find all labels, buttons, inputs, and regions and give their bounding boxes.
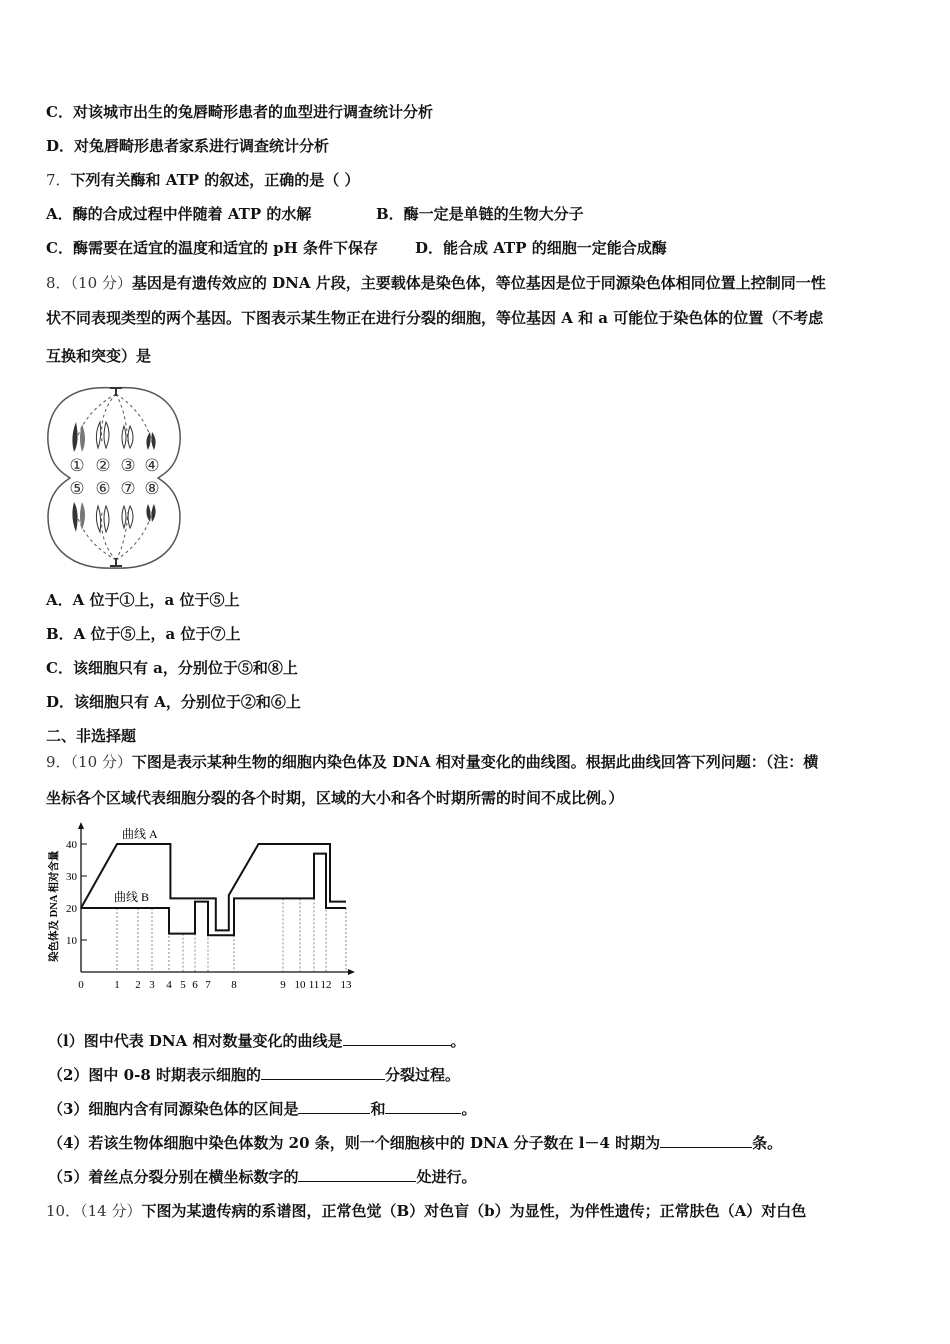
x-tick-label: 8 bbox=[231, 979, 237, 991]
chromosome-label: ② bbox=[95, 456, 111, 475]
x-tick-label: 5 bbox=[180, 979, 186, 991]
q9-sub2-text: （2）图中 0-8 时期表示细胞的 bbox=[48, 1066, 261, 1084]
chromosome-label: ⑤ bbox=[69, 479, 85, 498]
x-tick-label: 2 bbox=[135, 979, 141, 991]
curve-a-line bbox=[81, 844, 346, 930]
q9-sub1-text: （l）图中代表 DNA 相对数量变化的曲线是 bbox=[48, 1032, 343, 1050]
x-tick-label: 0 bbox=[78, 979, 84, 991]
q8-stem-line1 bbox=[46, 273, 826, 293]
chromosome-label: ③ bbox=[120, 456, 136, 475]
x-tick-label: 4 bbox=[166, 979, 172, 991]
q8-stem-line3: 互换和突变）是 bbox=[46, 347, 152, 365]
chromosome-label: ⑥ bbox=[95, 479, 111, 498]
q9-sub3-text: （3）细胞内含有同源染色体的区间是 bbox=[48, 1100, 299, 1118]
q8-number: 8．（10 分） bbox=[46, 274, 132, 292]
q9-stem-line2: 坐标各个区域代表细胞分裂的各个时期，区域的大小和各个时期所需的时间不成比例。） bbox=[46, 789, 624, 807]
q9-sub2-end: 分裂过程。 bbox=[384, 1066, 460, 1084]
y-axis-arrow bbox=[78, 822, 84, 829]
chromosome-label: ⑧ bbox=[144, 479, 160, 498]
chromosome-label: ⑦ bbox=[120, 479, 136, 498]
answer-blank[interactable] bbox=[298, 1099, 370, 1114]
q8-stem-line2: 状不同表现类型的两个基因。下图表示某生物正在进行分裂的细胞，等位基因 A 和 a 可能位于染色体的位置（不考虑 bbox=[46, 309, 824, 327]
q9-sub1-end: 。 bbox=[450, 1032, 466, 1050]
curve-b-label: 曲线 B bbox=[114, 890, 150, 904]
q8-option-b: B．A 位于⑤上，a 位于⑦上 bbox=[46, 625, 241, 643]
answer-blank[interactable] bbox=[660, 1133, 752, 1148]
q9-sub1 bbox=[48, 1031, 466, 1051]
x-tick-label: 6 bbox=[192, 979, 198, 991]
q7-option-d: D．能合成 ATP 的细胞一定能合成酶 bbox=[415, 239, 667, 257]
q10-stem-line1 bbox=[46, 1201, 806, 1221]
q8-stem-1: 基因是有遗传效应的 DNA 片段，主要载体是染色体，等位基因是位于同源染色体相同位置上控制同一性 bbox=[131, 274, 826, 292]
chromosome-label: ① bbox=[69, 456, 85, 475]
q9-stem-line1 bbox=[46, 752, 818, 772]
q9-number: 9．（10 分） bbox=[46, 753, 132, 771]
cell-division-figure bbox=[44, 382, 184, 574]
x-tick-label: 3 bbox=[149, 979, 155, 991]
chromosome-label: ④ bbox=[144, 456, 160, 475]
q9-sub3 bbox=[48, 1099, 476, 1119]
q9-sub3-end: 。 bbox=[461, 1100, 477, 1118]
curve-a-label: 曲线 A bbox=[122, 827, 158, 841]
q6-option-c: C．对该城市出生的兔唇畸形患者的血型进行调查统计分析 bbox=[46, 103, 433, 121]
q9-stem-1: 下图是表示某种生物的细胞内染色体及 DNA 相对量变化的曲线图。根据此曲线回答下列问题：（注：横 bbox=[131, 753, 819, 771]
q8-option-d: D．该细胞只有 A，分别位于②和⑥上 bbox=[46, 693, 301, 711]
q10-number: 10．（14 分） bbox=[46, 1202, 142, 1220]
y-tick-label: 40 bbox=[66, 839, 77, 851]
answer-blank[interactable] bbox=[385, 1099, 461, 1114]
q8-option-a: A．A 位于①上，a 位于⑤上 bbox=[46, 591, 240, 609]
x-tick-label: 12 bbox=[320, 979, 332, 991]
q9-sub5-text: （5）着丝点分裂分别在横坐标数字的 bbox=[48, 1168, 299, 1186]
q9-sub4 bbox=[48, 1133, 782, 1153]
x-tick-label: 7 bbox=[205, 979, 211, 991]
x-tick-label: 11 bbox=[308, 979, 320, 991]
answer-blank[interactable] bbox=[261, 1065, 385, 1080]
x-axis-arrow bbox=[348, 969, 355, 975]
x-tick-label: 9 bbox=[280, 979, 286, 991]
q9-sub3-mid: 和 bbox=[370, 1100, 386, 1118]
x-tick-label: 13 bbox=[340, 979, 352, 991]
y-tick-label: 30 bbox=[66, 871, 77, 883]
q9-sub5-end: 处进行。 bbox=[416, 1168, 477, 1186]
q7-option-c: C．酶需要在适宜的温度和适宜的 pH 条件下保存 bbox=[46, 239, 379, 257]
x-tick-label: 10 bbox=[294, 979, 306, 991]
q9-sub4-text: （4）若该生物体细胞中染色体数为 20 条，则一个细胞核中的 DNA 分子数在 l－4 时期为 bbox=[48, 1134, 661, 1152]
y-axis-label: 染色体及 DNA 相对含量 bbox=[49, 850, 60, 962]
q9-sub5 bbox=[48, 1167, 476, 1187]
answer-blank[interactable] bbox=[298, 1167, 416, 1182]
q7-option-a: A．酶的合成过程中伴随着 ATP 的水解 bbox=[46, 205, 312, 223]
x-tick-label: 1 bbox=[114, 979, 120, 991]
q6-option-d: D．对兔唇畸形患者家系进行调查统计分析 bbox=[46, 137, 330, 155]
y-tick-label: 10 bbox=[66, 935, 77, 947]
q9-sub4-end: 条。 bbox=[752, 1134, 783, 1152]
section-heading: 二、非选择题 bbox=[46, 727, 137, 745]
q10-stem-1: 下图为某遗传病的系谱图，正常色觉（B）对色盲（b）为显性，为伴性遗传；正常肤色（A）对白色 bbox=[141, 1202, 807, 1220]
q7-number: 7． bbox=[46, 171, 71, 189]
q7-option-b: B．酶一定是单链的生物大分子 bbox=[376, 205, 584, 223]
q8-option-c: C．该细胞只有 a，分别位于⑤和⑧上 bbox=[46, 659, 298, 677]
answer-blank[interactable] bbox=[343, 1031, 451, 1046]
q7-stem-text: 下列有关酶和 ATP 的叙述，正确的是（ ） bbox=[70, 171, 360, 189]
chromosome-dna-chart bbox=[40, 820, 370, 1000]
q9-sub2 bbox=[48, 1065, 460, 1085]
y-tick-label: 20 bbox=[66, 903, 77, 915]
q7-stem bbox=[46, 170, 359, 190]
